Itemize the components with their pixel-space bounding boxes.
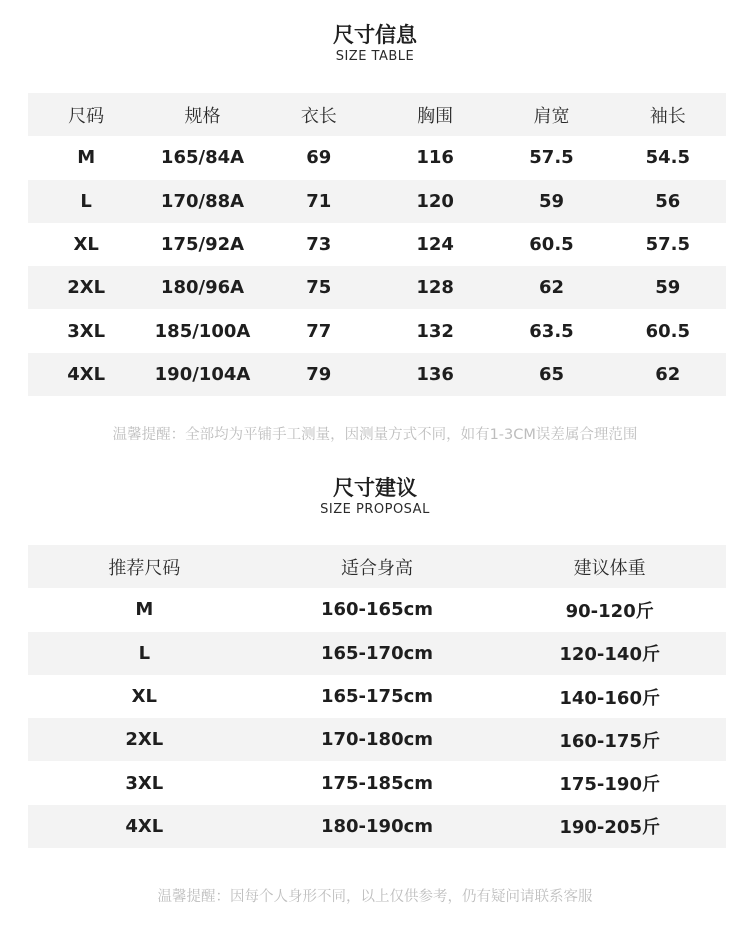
table-cell: 71 (306, 190, 332, 212)
size-proposal-subtitle: SIZE PROPOSAL (320, 502, 430, 517)
table-cell: 2XL (67, 277, 106, 299)
table-cell: 75 (306, 277, 332, 299)
header-cell: 建议体重 (573, 557, 646, 579)
table-cell: 120 (416, 190, 454, 212)
table-row (28, 588, 726, 631)
table-cell: 165/84A (160, 147, 245, 169)
size-table (28, 93, 726, 396)
table-cell: 124 (416, 234, 454, 256)
table-cell: 90-120斤 (565, 600, 654, 622)
header-cell: 袖长 (649, 105, 686, 127)
table-row (28, 223, 726, 266)
table-row (28, 632, 726, 675)
header-cell: 推荐尺码 (108, 557, 181, 579)
table-cell: 136 (416, 363, 454, 385)
table-row (28, 266, 726, 309)
table-cell: 60.5 (529, 234, 574, 256)
table-cell: 116 (416, 147, 454, 169)
table-cell: 180-190cm (320, 815, 434, 837)
table-row (28, 675, 726, 718)
table-cell: 165-175cm (320, 686, 434, 708)
table-cell: XL (73, 234, 99, 256)
header-cell: 肩宽 (533, 105, 570, 127)
table-cell: 190/104A (154, 363, 251, 385)
table-cell: 65 (538, 363, 564, 385)
header-cell: 衣长 (300, 105, 337, 127)
size-table-heading (0, 22, 750, 66)
table-row (28, 718, 726, 761)
table-cell: 54.5 (645, 147, 691, 169)
table-cell: 185/100A (154, 320, 251, 342)
table-cell: 3XL (125, 772, 164, 794)
table-cell: 170-180cm (320, 729, 434, 751)
table-header-row (28, 93, 726, 136)
table-cell: 160-165cm (320, 599, 434, 621)
table-cell: 175-190斤 (559, 774, 660, 796)
table-cell: 57.5 (645, 234, 691, 256)
table-cell: 59 (538, 190, 564, 212)
reference-note: 温馨提醒：因每个人身形不同，以上仅供参考，仍有疑问请联系客服 (157, 889, 593, 905)
table-cell: M (77, 147, 96, 169)
table-cell: 63.5 (529, 320, 574, 342)
table-cell: 62 (538, 277, 564, 299)
table-row (28, 180, 726, 223)
table-cell: XL (131, 686, 158, 708)
table-cell: 60.5 (645, 320, 691, 342)
table-cell: 4XL (67, 363, 106, 385)
table-cell: 180/96A (160, 277, 245, 299)
table-cell: 175/92A (160, 234, 245, 256)
table-cell: 56 (655, 190, 681, 212)
header-cell: 尺码 (68, 105, 105, 127)
header-cell: 胸围 (417, 105, 454, 127)
size-table-title: 尺寸信息 (333, 23, 417, 47)
table-cell: 77 (306, 320, 332, 342)
measurement-note: 温馨提醒：全部均为平铺手工测量，因测量方式不同，如有1-3CM误差属合理范围 (112, 427, 638, 443)
size-proposal-table (28, 545, 726, 848)
table-cell: 69 (306, 147, 332, 169)
table-cell: 190-205斤 (559, 817, 660, 839)
table-cell: 160-175斤 (559, 730, 660, 752)
header-cell: 规格 (184, 105, 221, 127)
table-cell: 73 (306, 234, 332, 256)
table-cell: M (135, 599, 154, 621)
table-cell: 175-185cm (320, 772, 434, 794)
table-row (28, 805, 726, 848)
size-proposal-heading (0, 475, 750, 519)
table-cell: 120-140斤 (559, 644, 660, 666)
size-proposal-title: 尺寸建议 (333, 476, 417, 500)
table-cell: 4XL (125, 815, 164, 837)
table-cell: L (138, 642, 151, 664)
table-cell: 62 (655, 363, 681, 385)
size-table-subtitle: SIZE TABLE (335, 49, 415, 64)
table-cell: 170/88A (160, 190, 245, 212)
table-header-row (28, 545, 726, 588)
table-cell: 165-170cm (320, 642, 434, 664)
table-cell: 79 (306, 363, 332, 385)
table-row (28, 136, 726, 179)
table-row (28, 761, 726, 804)
table-cell: 2XL (125, 729, 164, 751)
table-cell: L (80, 190, 92, 212)
table-row (28, 309, 726, 352)
table-row (28, 353, 726, 396)
table-cell: 57.5 (529, 147, 574, 169)
table-cell: 3XL (67, 320, 106, 342)
table-cell: 128 (416, 277, 454, 299)
header-cell: 适合身高 (341, 557, 413, 579)
table-cell: 59 (655, 277, 681, 299)
table-cell: 140-160斤 (559, 687, 660, 709)
table-cell: 132 (416, 320, 454, 342)
